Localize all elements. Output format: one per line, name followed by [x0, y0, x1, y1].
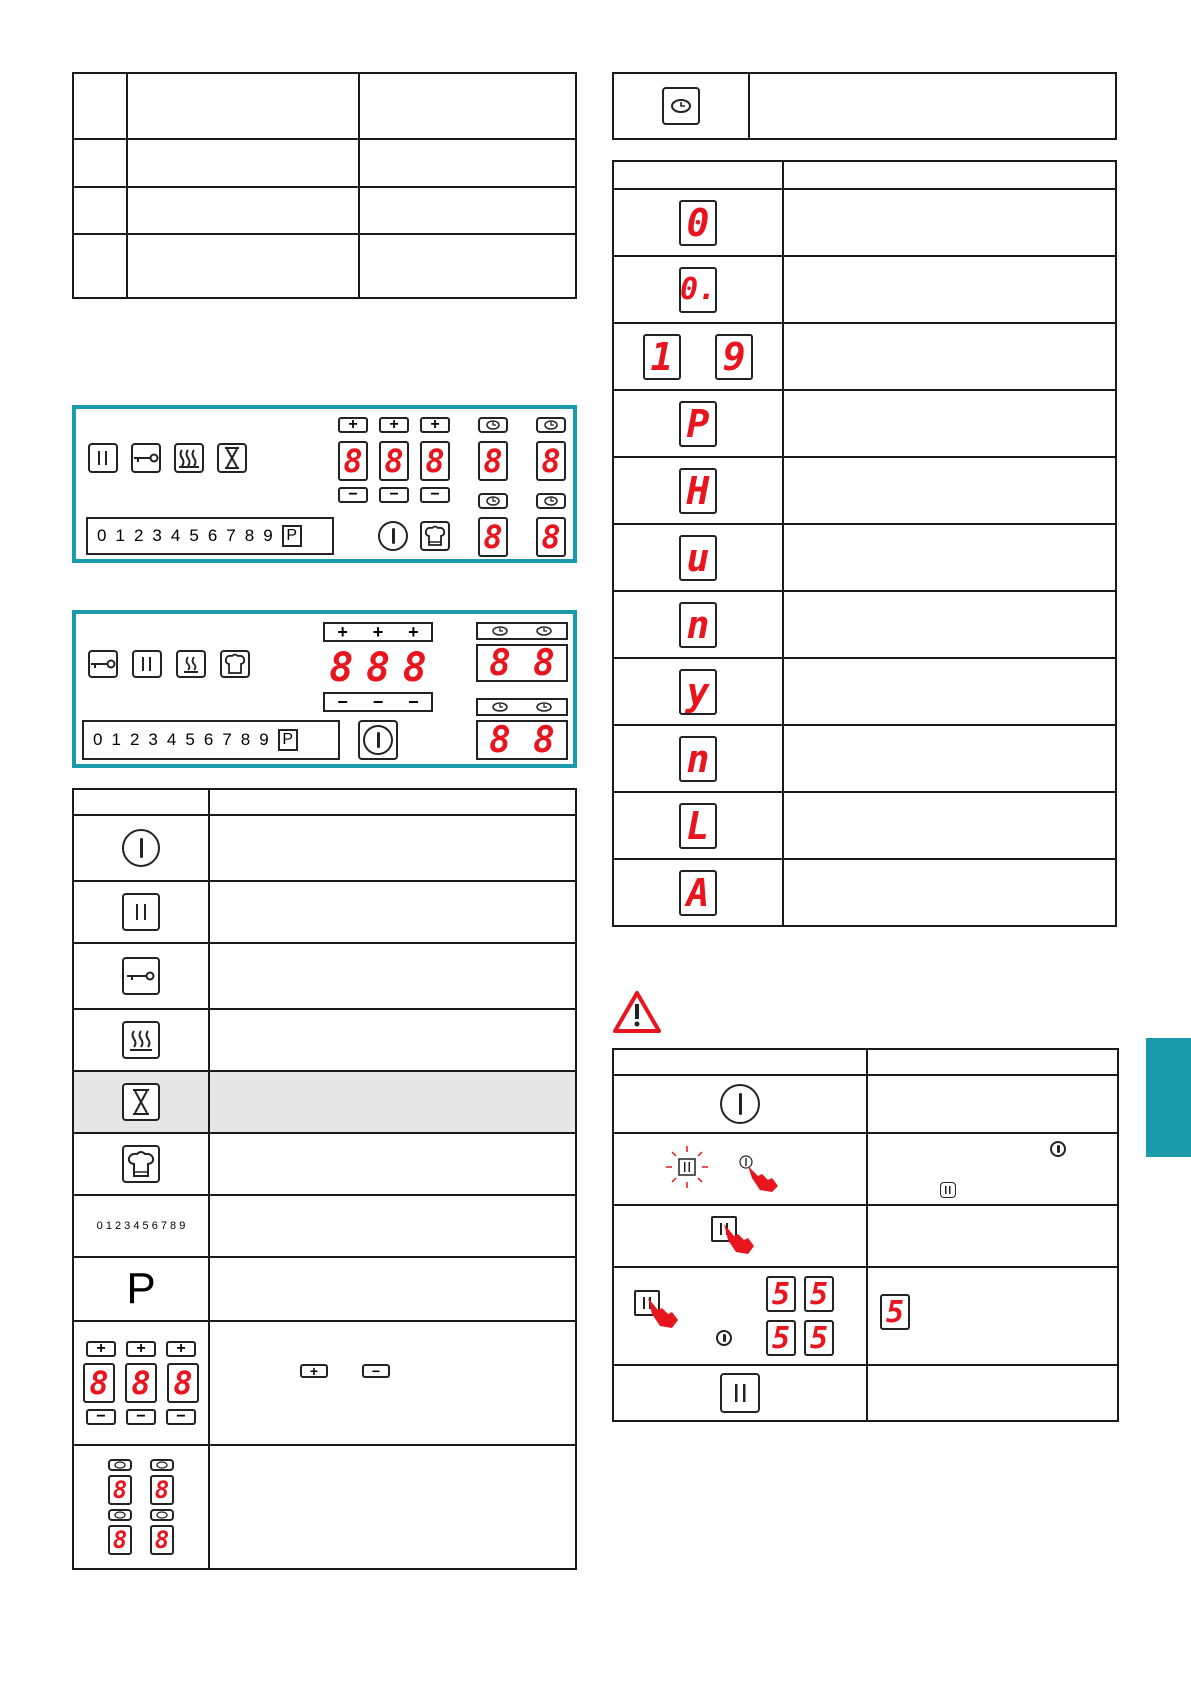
number-key-6[interactable]: 6 — [203, 730, 214, 749]
plus-button-1[interactable]: + — [337, 621, 348, 642]
clock-icon[interactable] — [536, 493, 566, 509]
minus-button: − — [166, 1409, 196, 1425]
plus-button-2[interactable]: + — [372, 621, 384, 642]
number-key-4[interactable]: 4 — [170, 526, 181, 545]
code-display: 1 — [643, 334, 681, 380]
display-digit: 8 — [167, 1363, 199, 1403]
code-display: 0 — [679, 200, 717, 246]
display-digit-3: 8 — [420, 441, 450, 481]
clock-icon — [150, 1459, 174, 1471]
number-key-6[interactable]: 6 — [207, 526, 218, 545]
p-symbol: P — [73, 1257, 209, 1321]
heat-icon[interactable] — [176, 650, 206, 678]
chef-hat-icon — [122, 1145, 160, 1183]
hourglass-icon — [122, 1083, 160, 1121]
inline-minus-icon: − — [362, 1364, 390, 1378]
plus-button: + — [166, 1341, 196, 1357]
number-key-1[interactable]: 1 — [115, 526, 125, 545]
safety-table — [612, 1048, 1119, 1422]
clock-icon[interactable] — [536, 626, 552, 636]
number-key-5[interactable]: 5 — [189, 526, 199, 545]
code-display: n — [679, 602, 717, 648]
timer-digit-4: 8 — [533, 719, 555, 761]
plus-button-2[interactable]: + — [379, 417, 409, 433]
warning-icon — [612, 990, 662, 1034]
number-key-4[interactable]: 4 — [166, 730, 177, 749]
code-display: H — [679, 468, 717, 514]
display-digit-3: 8 — [402, 645, 427, 691]
s-code-display: 5 — [880, 1294, 910, 1330]
minus-button-2[interactable]: − — [372, 691, 384, 712]
plus-button-1[interactable]: + — [338, 417, 368, 433]
timer-digit: 8 — [150, 1525, 174, 1555]
number-key-8[interactable]: 8 — [240, 730, 251, 749]
number-key-0[interactable]: 0 — [97, 526, 107, 545]
timer-key-table — [612, 72, 1117, 140]
display-codes-table — [612, 160, 1117, 927]
plus-button-3[interactable]: + — [408, 621, 419, 642]
number-key-8[interactable]: 8 — [244, 526, 255, 545]
key-lock-icon[interactable] — [88, 650, 118, 678]
timer-digit-3: 8 — [489, 719, 511, 761]
number-selector[interactable] — [86, 517, 334, 555]
key-lock-icon — [122, 957, 160, 995]
chef-hat-icon[interactable] — [220, 650, 250, 678]
number-selector[interactable] — [82, 720, 340, 760]
hourglass-icon[interactable] — [217, 443, 247, 473]
code-display: L — [679, 803, 717, 849]
code-display: u — [679, 535, 717, 581]
number-key-2[interactable]: 2 — [129, 730, 140, 749]
symbols-table — [72, 788, 577, 1570]
program-key[interactable]: P — [282, 525, 302, 547]
pause-icon — [122, 893, 160, 931]
control-panel-2 — [72, 610, 577, 768]
minus-button: − — [126, 1409, 156, 1425]
timer-digit-2: 8 — [533, 642, 555, 684]
pause-icon[interactable] — [132, 650, 162, 678]
number-key-0[interactable]: 0 — [93, 730, 103, 749]
on-off-icon — [363, 725, 393, 755]
timer-digit-1: 8 — [478, 441, 508, 481]
number-key-7[interactable]: 7 — [222, 730, 232, 749]
s-code-display: 5 — [804, 1320, 834, 1356]
blinking-pause-icon — [664, 1144, 710, 1190]
display-digit-1: 8 — [338, 441, 368, 481]
clock-icon — [108, 1509, 132, 1521]
clock-icon[interactable] — [478, 417, 508, 433]
number-key-1[interactable]: 1 — [111, 730, 121, 749]
code-display: A — [679, 870, 717, 916]
clock-icon[interactable] — [478, 493, 508, 509]
program-key[interactable]: P — [278, 729, 298, 751]
chef-hat-icon[interactable] — [420, 521, 450, 551]
number-key-9[interactable]: 9 — [263, 526, 273, 545]
key-lock-icon[interactable] — [131, 443, 161, 473]
clock-icon — [108, 1459, 132, 1471]
minus-button-1[interactable]: − — [337, 691, 348, 712]
pause-icon — [940, 1182, 956, 1198]
number-key-2[interactable]: 2 — [133, 526, 144, 545]
number-key-7[interactable]: 7 — [226, 526, 236, 545]
on-off-icon[interactable] — [378, 521, 408, 551]
display-digit-2: 8 — [379, 441, 409, 481]
minus-button-2[interactable]: − — [379, 487, 409, 503]
code-display: 0. — [679, 267, 717, 313]
code-display: P — [679, 401, 717, 447]
number-key-5[interactable]: 5 — [185, 730, 195, 749]
display-digit: 8 — [125, 1363, 157, 1403]
plus-button: + — [126, 1341, 156, 1357]
s-code-display: 5 — [766, 1320, 796, 1356]
s-code-display: 5 — [766, 1276, 796, 1312]
code-display: n — [679, 736, 717, 782]
number-key-3[interactable]: 3 — [152, 526, 162, 545]
on-off-icon — [1050, 1141, 1066, 1157]
on-off-icon — [122, 829, 160, 867]
hand-pointer-icon — [646, 1296, 682, 1330]
s-code-display: 5 — [804, 1276, 834, 1312]
control-panel-1 — [72, 405, 577, 563]
display-digit-2: 8 — [365, 645, 391, 691]
code-display: 9 — [715, 334, 753, 380]
timer-digit-1: 8 — [489, 642, 511, 684]
clock-icon[interactable] — [492, 626, 508, 636]
timer-digit: 8 — [108, 1525, 132, 1555]
clock-icon[interactable] — [492, 702, 508, 712]
numbers-row: 0 1 2 3 4 5 6 7 8 9 — [73, 1195, 209, 1257]
clock-icon — [150, 1509, 174, 1521]
minus-button-1[interactable]: − — [338, 487, 368, 503]
on-off-icon — [716, 1330, 732, 1346]
on-off-button[interactable] — [358, 720, 398, 760]
timer-digit-3: 8 — [478, 517, 508, 557]
timer-digit: 8 — [150, 1475, 174, 1505]
timer-digit: 8 — [108, 1475, 132, 1505]
display-digit: 8 — [83, 1363, 115, 1403]
minus-button-3[interactable]: − — [420, 487, 450, 503]
clock-icon — [662, 87, 700, 125]
clock-icon[interactable] — [536, 702, 552, 712]
minus-button-3[interactable]: − — [408, 691, 419, 712]
number-key-9[interactable]: 9 — [259, 730, 269, 749]
hand-pointer-icon — [722, 1222, 758, 1256]
timer-digit-4: 8 — [536, 517, 566, 557]
pause-icon[interactable] — [88, 443, 118, 473]
code-display: y — [679, 669, 717, 715]
timer-digit-2: 8 — [536, 441, 566, 481]
display-digit-1: 8 — [329, 645, 354, 691]
heat-icon[interactable] — [174, 443, 204, 473]
plus-button-3[interactable]: + — [420, 417, 450, 433]
pause-icon — [720, 1373, 760, 1413]
on-off-icon — [720, 1084, 760, 1124]
number-key-3[interactable]: 3 — [148, 730, 158, 749]
plus-button: + — [86, 1341, 116, 1357]
top-left-table — [72, 72, 577, 299]
section-tab — [1146, 1038, 1191, 1157]
heat-icon — [122, 1021, 160, 1059]
inline-plus-icon: + — [300, 1364, 328, 1378]
minus-button: − — [86, 1409, 116, 1425]
clock-icon[interactable] — [536, 417, 566, 433]
hand-pointer-icon — [738, 1154, 782, 1192]
